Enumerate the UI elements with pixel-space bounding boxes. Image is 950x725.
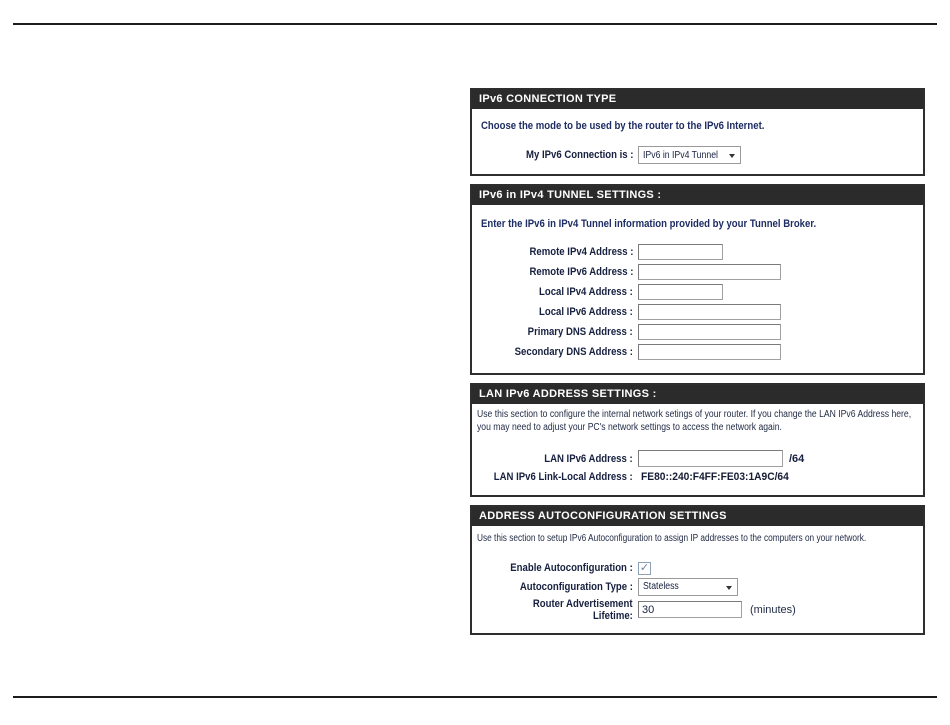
primary-dns-address-label: Primary DNS Address : <box>528 326 633 338</box>
local-ipv6-address-label: Local IPv6 Address : <box>539 306 633 318</box>
lan-ipv6-address-input[interactable] <box>638 450 783 467</box>
field-row <box>472 471 923 483</box>
section-header-tunnel-settings: IPv6 in IPv4 TUNNEL SETTINGS : <box>472 186 923 206</box>
autoconfiguration-type-label: Autoconfiguration Type : <box>519 580 633 593</box>
field-row <box>472 324 923 340</box>
field-row <box>472 284 923 300</box>
primary-dns-address-input[interactable] <box>638 324 781 340</box>
dropdown-arrow-icon <box>729 154 735 158</box>
field-row <box>472 562 923 575</box>
section-header-connection-type: IPv6 CONNECTION TYPE <box>472 90 923 110</box>
secondary-dns-address-input[interactable] <box>638 344 781 360</box>
prefix-length-label: /64 <box>789 452 805 465</box>
secondary-dns-address-label: Secondary DNS Address : <box>514 346 633 358</box>
router-advertisement-lifetime-input[interactable] <box>638 601 742 618</box>
field-row <box>472 264 923 280</box>
lan-ipv6-link-local-value: FE80::240:F4FF:FE03:1A9C/64 <box>641 471 789 483</box>
enable-autoconfiguration-label: Enable Autoconfiguration : <box>510 562 633 574</box>
dropdown-arrow-icon <box>726 586 732 590</box>
remote-ipv6-address-input[interactable] <box>638 264 781 280</box>
lan-ipv6-description: Use this section to configure the internal network setings of your router. If you change the LAN IPv6 Address here, you may need to adjust your PC's network settings to access the network again. <box>477 409 912 433</box>
top-divider <box>13 23 937 25</box>
autoconfiguration-description: Use this section to setup IPv6 Autoconfiguration to assign IP addresses to the computers on your network. <box>477 533 867 544</box>
field-row <box>472 344 923 360</box>
remote-ipv4-address-input[interactable] <box>638 244 723 260</box>
local-ipv6-address-input[interactable] <box>638 304 781 320</box>
field-row <box>472 450 923 467</box>
minutes-label: (minutes) <box>750 603 796 616</box>
my-ipv6-connection-select[interactable] <box>638 146 741 164</box>
field-row <box>472 304 923 320</box>
tunnel-settings-intro: Enter the IPv6 in IPv4 Tunnel information provided by your Tunnel Broker. <box>481 218 817 230</box>
bottom-divider <box>13 696 937 698</box>
lan-ipv6-address-label: LAN IPv6 Address : <box>544 452 633 465</box>
field-row <box>472 578 923 596</box>
my-ipv6-connection-label: My IPv6 Connection is : <box>525 149 633 161</box>
remote-ipv6-address-label: Remote IPv6 Address : <box>529 266 633 278</box>
section-header-autoconfiguration: ADDRESS AUTOCONFIGURATION SETTINGS <box>472 507 923 527</box>
autoconfiguration-type-select-value: Stateless <box>643 581 679 592</box>
checkmark-icon: ✓ <box>639 561 650 574</box>
connection-type-intro: Choose the mode to be used by the router to the IPv6 Internet. <box>481 120 765 132</box>
section-autoconfiguration-settings <box>470 505 925 635</box>
ipv6-settings-panel <box>470 88 925 635</box>
router-advertisement-lifetime-label: Router Advertisement Lifetime: <box>533 597 633 622</box>
local-ipv4-address-input[interactable] <box>638 284 723 300</box>
my-ipv6-connection-select-value: IPv6 in IPv4 Tunnel <box>643 149 718 161</box>
remote-ipv4-address-label: Remote IPv4 Address : <box>529 246 633 258</box>
field-row <box>472 598 923 622</box>
section-connection-type <box>470 88 925 176</box>
section-header-lan-ipv6-settings: LAN IPv6 ADDRESS SETTINGS : <box>472 385 923 405</box>
enable-autoconfiguration-checkbox[interactable] <box>638 562 651 575</box>
section-tunnel-settings <box>470 184 925 375</box>
local-ipv4-address-label: Local IPv4 Address : <box>539 286 633 298</box>
autoconfiguration-type-select[interactable] <box>638 578 738 596</box>
lan-ipv6-link-local-label: LAN IPv6 Link-Local Address : <box>494 471 633 483</box>
section-lan-ipv6-settings <box>470 383 925 497</box>
field-row <box>472 244 923 260</box>
